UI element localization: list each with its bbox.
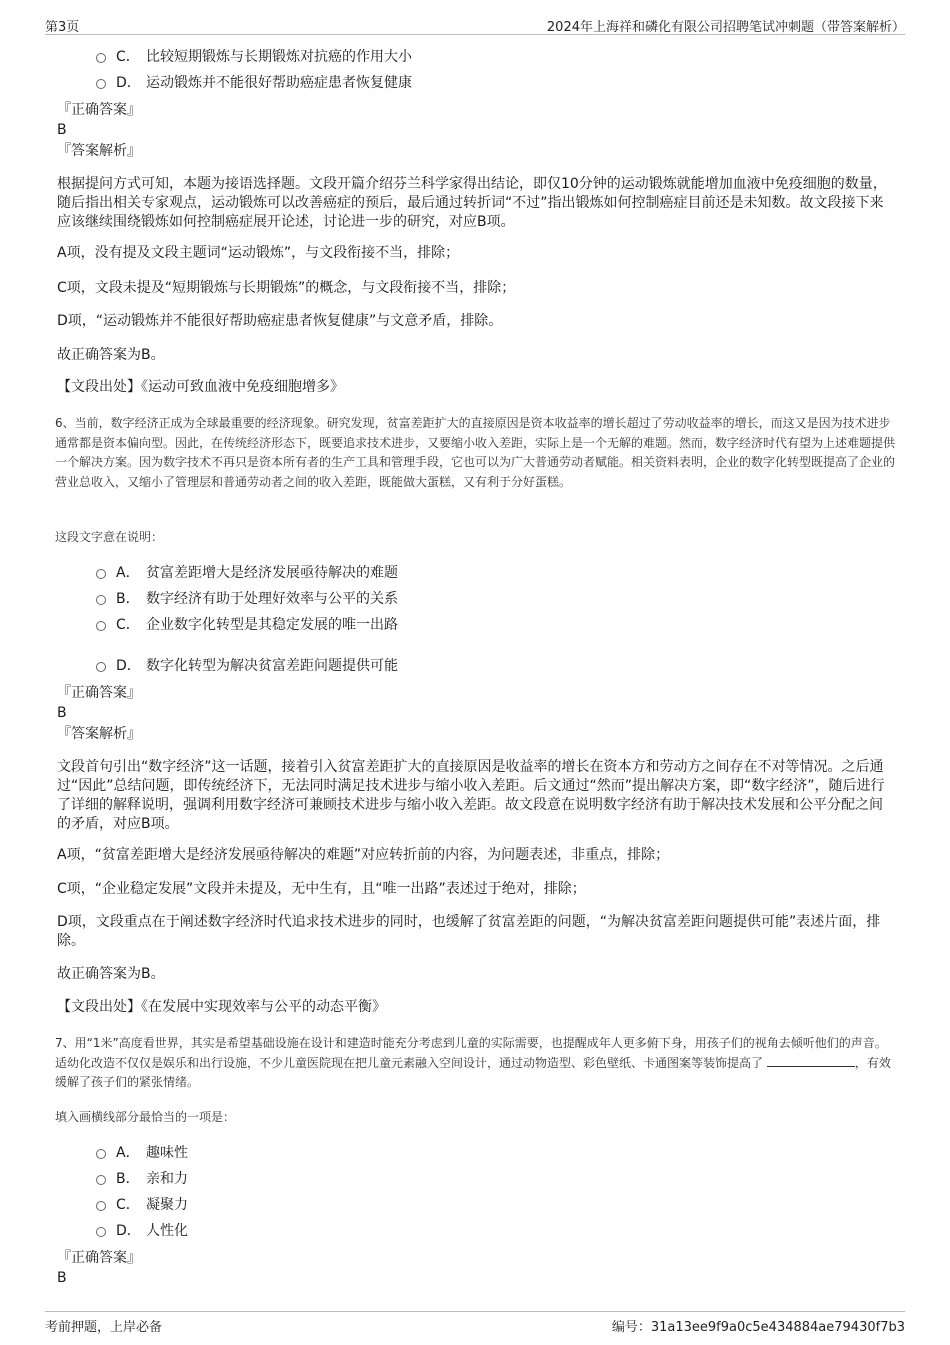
radio-icon[interactable] [96, 1201, 106, 1211]
radio-icon[interactable] [96, 53, 106, 63]
q6-option-c[interactable]: C． 企业数字化转型是其稳定发展的唯一出路 [96, 615, 398, 635]
q5-source: 【文段出处】《运动可致血液中免疫细胞增多》 [57, 379, 344, 395]
q7-option-c[interactable]: C． 凝聚力 [96, 1195, 188, 1215]
q5-correct-label: 『正确答案』 [57, 102, 141, 118]
radio-icon[interactable] [96, 1175, 106, 1185]
q7-correct-label: 『正确答案』 [57, 1250, 141, 1266]
q6-analysis-a: A项，“贫富差距增大是经济发展亟待解决的难题”对应转折前的内容，为问题表述，非重点，排除； [57, 847, 670, 863]
page-number: 第3页 [45, 20, 80, 35]
radio-icon[interactable] [96, 621, 106, 631]
q7-answer: B [57, 1270, 67, 1286]
q7-option-b[interactable]: B． 亲和力 [96, 1169, 188, 1189]
q7-prompt: 填入画横线部分最恰当的一项是： [55, 1110, 236, 1124]
q6-correct-label: 『正确答案』 [57, 685, 141, 701]
q5-option-d[interactable]: D． 运动锻炼并不能很好帮助癌症患者恢复健康 [96, 73, 412, 93]
q7-option-a[interactable]: A． 趣味性 [96, 1143, 188, 1163]
q5-analysis-label: 『答案解析』 [57, 143, 141, 159]
radio-icon[interactable] [96, 1149, 106, 1159]
q7-stem: 7、用“1米”高度看世界，其实是希望基础设施在设计和建造时能充分考虑到儿童的实际需要，也提醒成年人更多俯下身，用孩子们的视角去倾听他们的声音。适幼化改造不仅仅是娱乐和出行设施，不少儿童医院现在把儿童元素融入空间设计，通过动物造型、彩色壁纸、卡通图案等装饰提高了 ，有效缓解了孩子们的紧张情绪。 [55, 1036, 891, 1089]
footer-slogan: 考前押题，上岸必备 [45, 1320, 163, 1335]
q5-analysis-a: A项，没有提及文段主题词“运动锻炼”，与文段衔接不当，排除； [57, 245, 460, 261]
q6-analysis-d: D项，文段重点在于阐述数字经济时代追求技术进步的同时，也缓解了贫富差距的问题，“为解决贫富差距问题提供可能”表述片面，排除。 [57, 914, 881, 949]
q6-option-a[interactable]: A． 贫富差距增大是经济发展亟待解决的难题 [96, 563, 398, 583]
q7-option-d[interactable]: D． 人性化 [96, 1221, 188, 1241]
q5-analysis-d: D项，“运动锻炼并不能很好帮助癌症患者恢复健康”与文意矛盾，排除。 [57, 313, 503, 329]
q6-answer: B [57, 705, 67, 721]
radio-icon[interactable] [96, 595, 106, 605]
q5-option-c[interactable]: C． 比较短期锻炼与长期锻炼对抗癌的作用大小 [96, 47, 412, 67]
q6-conclusion: 故正确答案为B。 [57, 966, 165, 982]
radio-icon[interactable] [96, 662, 106, 672]
radio-icon[interactable] [96, 569, 106, 579]
document-title: 2024年上海祥和磷化有限公司招聘笔试冲刺题（带答案解析） [546, 20, 905, 35]
q6-option-d[interactable]: D． 数字化转型为解决贫富差距问题提供可能 [96, 656, 398, 676]
page-header [45, 14, 905, 35]
q6-analysis-c: C项，“企业稳定发展”文段并未提及，无中生有，且“唯一出路”表述过于绝对，排除； [57, 881, 586, 897]
radio-icon[interactable] [96, 1227, 106, 1237]
document-code: 编号：31a13ee9f9a0c5e434884ae79430f7b3 [611, 1320, 905, 1335]
q5-answer: B [57, 122, 67, 138]
q6-source: 【文段出处】《在发展中实现效率与公平的动态平衡》 [57, 999, 386, 1015]
q6-analysis-label: 『答案解析』 [57, 726, 141, 742]
page-footer [45, 1311, 905, 1334]
q5-analysis-c: C项，文段未提及“短期锻炼与长期锻炼”的概念，与文段衔接不当，排除； [57, 280, 516, 296]
q6-analysis-main: 文段首句引出“数字经济”这一话题，接着引入贫富差距扩大的直接原因是收益率的增长在资本方和劳动方之间存在不对等情况。之后通过“因此”总结问题，即传统经济下，无法同时满足技术进步与缩小收入差距。后文通过“然而”提出解决方案，即“数字经济”，随后进行了详细的解释说明，强调利用数字经济可兼顾技术进步与缩小收入差距。故文段意在说明数字经济有助于解决技术发展和公平分配之间的矛盾，对应B项。 [57, 759, 885, 832]
q6-option-b[interactable]: B． 数字经济有助于处理好效率与公平的关系 [96, 589, 398, 609]
q5-conclusion: 故正确答案为B。 [57, 347, 165, 363]
radio-icon[interactable] [96, 79, 106, 89]
q6-prompt: 这段文字意在说明： [55, 530, 164, 544]
q6-stem: 6、当前，数字经济正成为全球最重要的经济现象。研究发现，贫富差距扩大的直接原因是资本收益率的增长超过了劳动收益率的增长，而这又是因为技术进步通常都是资本偏向型。因此，在传统经济形态下，既要追求技术进步，又要缩小收入差距，实际上是一个无解的难题。然而，数字经济时代有望为上述难题提供一个解决方案。因为数字技术不再只是资本所有者的生产工具和管理手段，它也可以为广大普通劳动者赋能。相关资料表明，企业的数字化转型既提高了企业的营业总收入，又缩小了管理层和普通劳动者之间的收入差距，既能做大蛋糕，又有利于分好蛋糕。 [55, 416, 896, 489]
fill-in-blank [767, 1054, 855, 1067]
q5-analysis-main: 根据提问方式可知，本题为接语选择题。文段开篇介绍芬兰科学家得出结论，即仅10分钟的运动锻炼就能增加血液中免疫细胞的数量，随后指出相关专家观点，运动锻炼可以改善癌症的预后，最后通过转折词“不过”指出锻炼如何控制癌症目前还是未知数。故文段接下来应该继续围绕锻炼如何控制癌症展开论述，讨论进一步的研究，对应B项。 [57, 176, 887, 230]
